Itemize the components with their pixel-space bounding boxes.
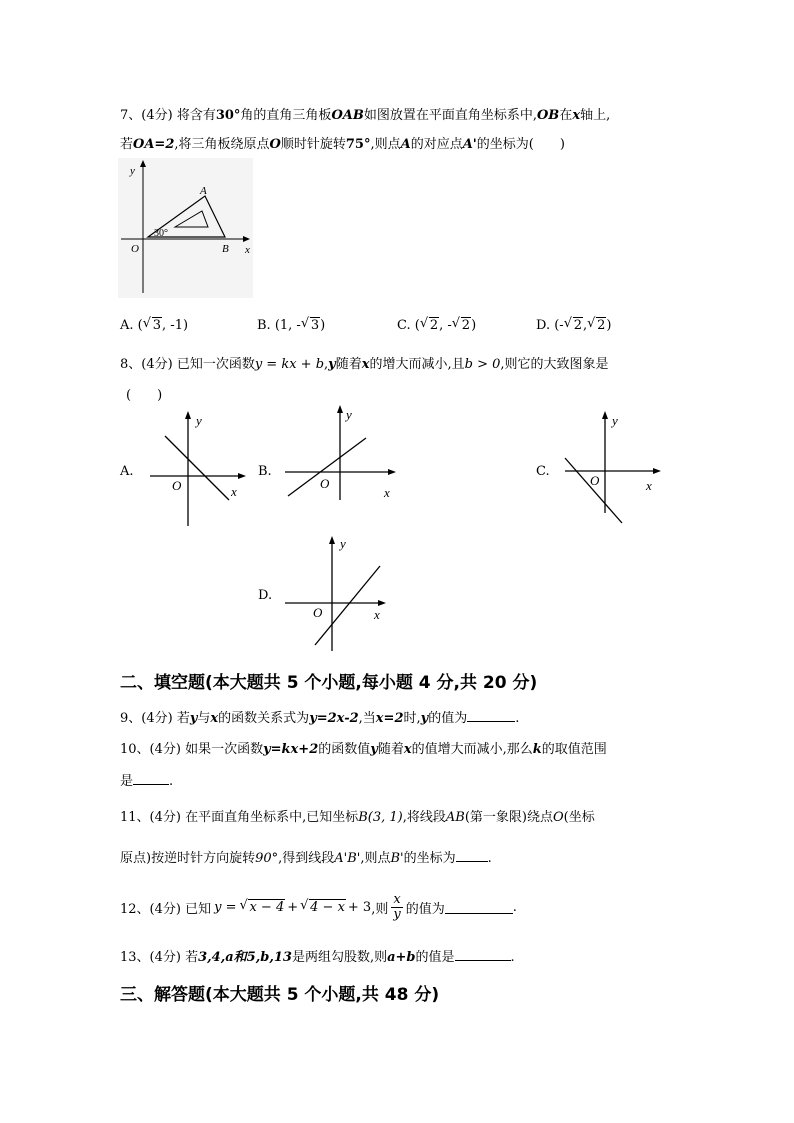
q7-text: 的坐标为( ) [476, 137, 565, 152]
q7-angle: 30° [215, 108, 241, 123]
q12-text: ,则 [371, 901, 389, 917]
q10-text: 是 [120, 774, 134, 789]
q8-graph-c[interactable] [560, 408, 665, 528]
radicand: 2 [461, 318, 471, 333]
radicand: 2 [573, 318, 582, 333]
label-x: x [384, 485, 390, 500]
q13 [120, 946, 515, 965]
label-o: O [320, 476, 330, 491]
function-line [565, 458, 622, 523]
q7-o: O [269, 137, 281, 152]
q12-fraction [391, 893, 402, 922]
option-label: A. [120, 318, 134, 333]
q12-answer-blank[interactable] [445, 901, 513, 914]
q9-y: y [420, 711, 429, 726]
sqrt [564, 318, 583, 333]
q10-equation: y=kx+2 [263, 742, 319, 757]
q11-end: . [487, 851, 492, 866]
q12-prefix: 12、(4分) 已知 [120, 901, 212, 917]
label-y: y [130, 165, 135, 177]
sqrt [143, 318, 162, 333]
q8-text: 随着 [335, 357, 362, 372]
label-o: O [131, 243, 139, 255]
q8-line1 [120, 353, 609, 372]
q9-text: 的值为 [428, 711, 468, 726]
q7-text: 如图放置在平面直角坐标系中, [363, 108, 537, 123]
figure-background [118, 158, 253, 298]
x-axis-arrow [378, 600, 386, 606]
q13-text: 是两组勾股数,则 [291, 950, 388, 965]
q7-triangle-name: OAB [331, 108, 364, 123]
q8-graph-d[interactable] [282, 533, 392, 653]
q11-angle: 90° [255, 851, 279, 866]
label-o: O [172, 478, 182, 493]
q9-text: 时, [403, 711, 421, 726]
option-text: , -1) [162, 318, 189, 333]
section-2-title: 二、填空题(本大题共 5 个小题,每小题 4 分,共 20 分) [120, 673, 538, 693]
q11-answer-blank[interactable] [456, 849, 488, 862]
q11-text: (第一象限)绕点 [464, 810, 553, 825]
q9-equation: y=2x-2 [309, 711, 359, 726]
q13-text: 的值是 [415, 950, 455, 965]
q12-end: . [512, 899, 517, 915]
q9-text: 的函数关系式为 [218, 711, 310, 726]
q8-condition: b > 0 [464, 357, 501, 372]
q8-option-a-label[interactable]: A. [120, 464, 134, 479]
q10-line2 [120, 770, 173, 789]
q11-text: ,则点 [360, 851, 391, 866]
q7-option-d[interactable] [536, 318, 611, 333]
label-y: y [346, 407, 352, 422]
sqrt [300, 900, 346, 915]
y-axis-arrow [337, 405, 343, 413]
q10-x: x [403, 742, 412, 757]
q11-point2: B' [390, 851, 404, 866]
radicand: x − 4 [249, 899, 285, 915]
q7-option-a[interactable] [120, 318, 188, 333]
sqrt [587, 318, 606, 333]
q7-text: 角的直角三角板 [240, 108, 332, 123]
x-axis-arrow [653, 468, 661, 474]
q9-y: y [189, 711, 198, 726]
label-x: x [646, 478, 652, 493]
label-o: O [313, 605, 323, 620]
q7-a-prime: A' [462, 137, 477, 152]
q8-text: ,则它的大致图象是 [500, 357, 609, 372]
option-text: , - [439, 318, 452, 333]
q10-text: 的函数值 [318, 742, 371, 757]
q8-text: , [324, 357, 329, 372]
q7-rotation: 75° [345, 137, 371, 152]
q7-text: ,将三角板绕原点 [174, 137, 270, 152]
q10-prefix: 10、(4分) 如果一次函数 [120, 742, 264, 757]
q8-graph-a[interactable] [145, 408, 250, 528]
option-text: ) [320, 318, 326, 333]
function-line [315, 566, 380, 645]
option-text: , [582, 318, 588, 333]
q9-x: x [210, 711, 219, 726]
q8-option-b-label[interactable]: B. [258, 464, 272, 479]
q11-text: 原点)按逆时针方向旋转 [120, 851, 256, 866]
radicand: 3 [310, 318, 320, 333]
q11-segment2: A'B' [334, 851, 361, 866]
q7-a: A [400, 137, 411, 152]
q9-text: ,当 [358, 711, 376, 726]
q10-end: . [169, 774, 174, 789]
radicand: 3 [152, 318, 162, 333]
q13-answer-blank[interactable] [455, 948, 511, 961]
q11-point: B(3, 1) [358, 810, 403, 825]
option-text: ) [471, 318, 477, 333]
q8-function: y = kx + b [254, 357, 325, 372]
q7-x: x [572, 108, 581, 123]
q10-text: 的取值范围 [541, 742, 607, 757]
q7-text: 若 [120, 137, 134, 152]
section-3-title: 三、解答题(本大题共 5 个小题,共 48 分) [120, 985, 440, 1005]
radicand: 2 [597, 318, 606, 333]
q10-line1 [120, 738, 607, 757]
q12 [120, 887, 517, 927]
q9-answer-blank[interactable] [467, 709, 515, 722]
q12-text: 的值为 [405, 901, 445, 917]
label-y: y [612, 413, 618, 428]
q7-option-b[interactable] [257, 318, 325, 333]
q9-prefix: 9、(4分) 若 [120, 711, 190, 726]
q9 [120, 707, 519, 726]
q7-figure [118, 158, 253, 298]
q9-condition: x=2 [375, 711, 404, 726]
q7-oa: OA=2 [133, 137, 175, 152]
sqrt [301, 318, 320, 333]
label-b: B [222, 243, 229, 255]
q8-graph-b[interactable] [280, 402, 400, 502]
label-a: A [200, 185, 207, 197]
q13-prefix: 13、(4分) 若 [120, 950, 199, 965]
q11-o: O [553, 810, 564, 825]
q7-text: 顺时针旋转 [280, 137, 346, 152]
q11-text: (坐标 [563, 810, 595, 825]
radicand: 2 [429, 318, 439, 333]
q7-line1 [120, 104, 610, 123]
q13-end: . [510, 950, 515, 965]
numerator: x [393, 891, 401, 907]
q12-plus: + [287, 899, 299, 915]
y-axis-arrow [602, 411, 608, 419]
sqrt [239, 900, 285, 915]
q7-option-c[interactable] [397, 318, 476, 333]
q7-text: ,则点 [370, 137, 401, 152]
option-text: (- [554, 318, 564, 333]
q11-text: 的坐标为 [403, 851, 456, 866]
q11-line2 [120, 847, 492, 866]
label-y: y [340, 536, 346, 551]
q11-line1 [120, 806, 595, 825]
q12-lhs: y = [214, 899, 237, 915]
q10-text: 随着 [377, 742, 404, 757]
label-x: x [231, 484, 237, 499]
q7-line2 [120, 133, 565, 152]
label-x: x [245, 244, 250, 256]
q7-text: 轴上, [580, 108, 611, 123]
option-text: ( [137, 318, 143, 333]
q8-prefix: 8、(4分) 已知一次函数 [120, 357, 255, 372]
q7-text: 在 [559, 108, 573, 123]
q10-y: y [370, 742, 378, 757]
y-axis-arrow [329, 536, 335, 544]
label-y: y [196, 413, 202, 428]
option-text: ( [414, 318, 420, 333]
q8-y: y [328, 357, 336, 372]
q10-k: k [532, 742, 542, 757]
label-o: O [590, 473, 600, 488]
y-axis-arrow [185, 411, 191, 419]
option-label: B. [257, 318, 271, 333]
q9-end: . [515, 711, 520, 726]
q11-text: ,将线段 [402, 810, 446, 825]
option-label: D. [536, 318, 551, 333]
q12-tail: + 3 [347, 899, 372, 915]
sqrt [420, 318, 439, 333]
q10-text: 的值增大而减小,那么 [411, 742, 533, 757]
q11-text: ,得到线段 [278, 851, 335, 866]
q13-numbers: 3,4,a和5,b,13 [198, 950, 292, 965]
x-axis-arrow [238, 473, 246, 479]
label-x: x [374, 607, 380, 622]
q11-prefix: 11、(4分) 在平面直角坐标系中,已知坐标 [120, 810, 359, 825]
q11-segment: AB [445, 810, 465, 825]
q8-option-c-label[interactable]: C. [536, 464, 550, 479]
denominator: y [393, 906, 401, 922]
option-label: C. [397, 318, 411, 333]
q7-prefix: 7、(4分) 将含有 [120, 108, 216, 123]
option-text: ) [606, 318, 612, 333]
q7-text: 的对应点 [410, 137, 463, 152]
x-axis-arrow [388, 469, 396, 475]
q8-x: x [361, 357, 370, 372]
q8-answer-paren: ( ) [126, 388, 163, 403]
q13-expression: a+b [387, 950, 416, 965]
q10-answer-blank[interactable] [133, 772, 169, 785]
option-text: (1, - [274, 318, 301, 333]
label-angle: 30° [154, 228, 168, 239]
q7-ob: OB [536, 108, 560, 123]
radicand: 4 − x [310, 899, 345, 915]
q8-text: 的增大而减小,且 [369, 357, 465, 372]
sqrt [452, 318, 471, 333]
q9-text: 与 [197, 711, 211, 726]
q8-option-d-label[interactable]: D. [258, 588, 273, 603]
